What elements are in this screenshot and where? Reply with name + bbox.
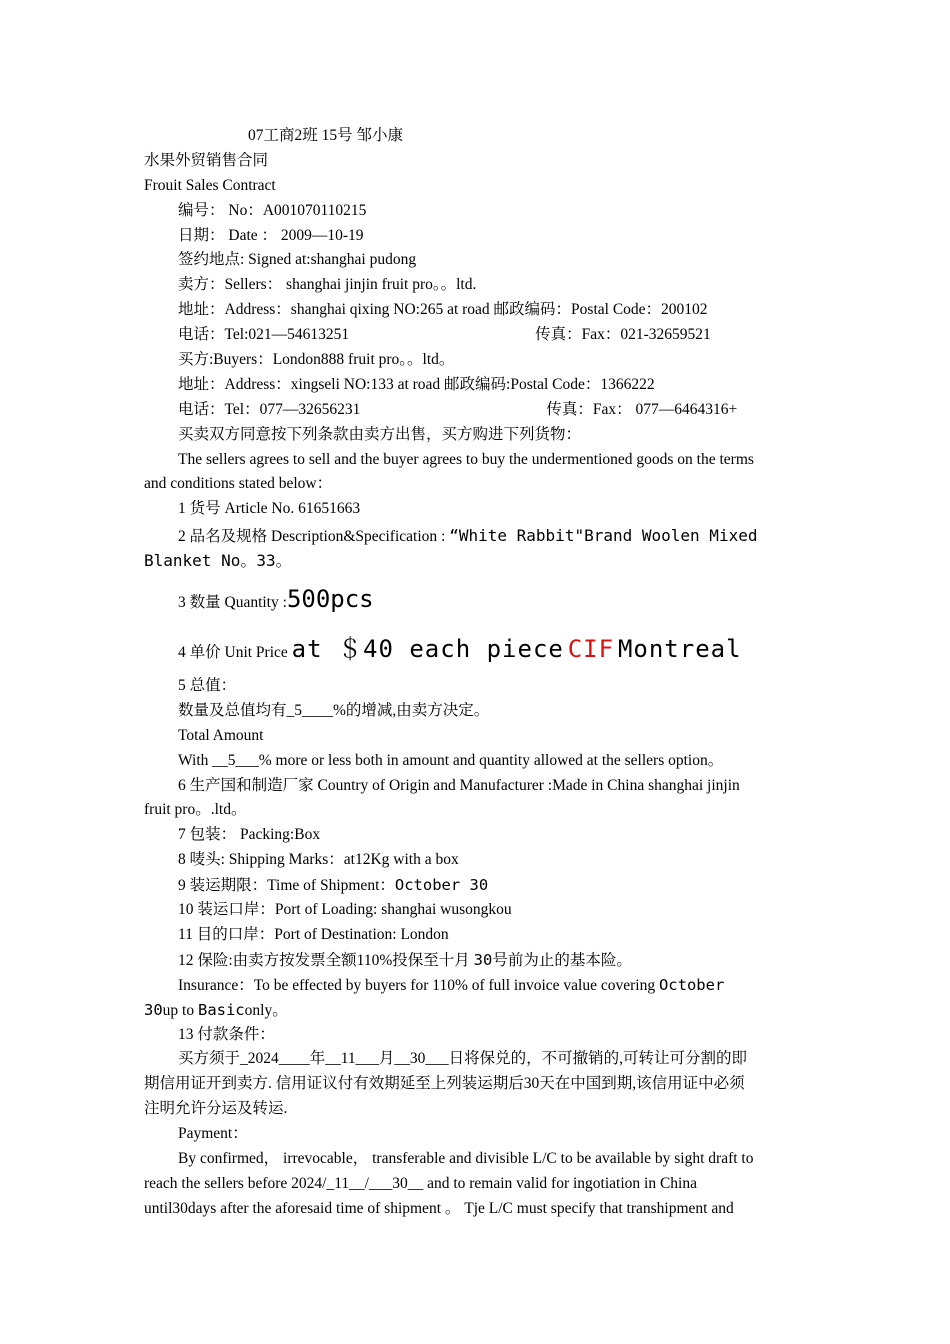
insurance-en-c: 30 [144, 1000, 163, 1019]
payment-en-label: Payment： [178, 1125, 248, 1143]
unit-price-destination: Montreal [617, 635, 742, 664]
item-packing: 7 包装： Packing:Box [178, 826, 321, 844]
buyer-address: 地址：Address：xingseli NO:133 at road 邮政编码:Postal Code：1366222 [178, 375, 655, 393]
payment-cn-line2: 期信用证开到卖方. 信用证议付有效期延至上列装运期后30天在中国到期,该信用证中必须 [144, 1075, 745, 1093]
item-article-no: 1 货号 Article No. 61651663 [178, 500, 361, 518]
payment-en-line3: until30days after the aforesaid time of shipment 。 Tje L/C must specify that transhipment and [144, 1199, 734, 1217]
item-shipping-marks: 8 唛头: Shipping Marks：at12Kg with a box [178, 851, 459, 869]
item-payment: 13 付款条件： [178, 1025, 275, 1043]
buyer-fax: 传真：Fax： 077—6464316+ [546, 400, 738, 418]
buyer-contact [144, 398, 806, 423]
insurance-en-f: only。 [244, 1001, 288, 1019]
insurance-en-b: October [658, 975, 725, 994]
unit-price-label: 4 单价 Unit Price [178, 644, 288, 662]
seller-fax: 传真：Fax：021-32659521 [535, 326, 711, 344]
total-cn: 数量及总值均有_5____%的增减,由卖方决定。 [178, 701, 490, 719]
item-description [144, 524, 806, 549]
contract-no: 编号： No：A001070110215 [178, 201, 367, 219]
insurance-en-line1 [144, 973, 806, 998]
contract-page [144, 124, 806, 1222]
title-en: Frouit Sales Contract [144, 176, 276, 194]
unit-price-value: at ＄40 each piece [291, 635, 564, 664]
signing-place: 签约地点: Signed at:shanghai pudong [178, 251, 417, 269]
insurance-en-line2 [144, 998, 806, 1023]
shipment-time-value: October 30 [394, 876, 489, 895]
item-shipment-time [144, 873, 806, 898]
total-en-label: Total Amount [178, 726, 264, 744]
item-total: 5 总值： [178, 677, 237, 695]
contract-date: 日期： Date ： 2009—10-19 [178, 226, 364, 244]
agreement-en-line2: and conditions stated below： [144, 475, 333, 493]
insurance-en-e: Basic [197, 1000, 245, 1019]
description-label: 2 品名及规格 Description&Specification : [178, 528, 446, 546]
insurance-en-d: up to [162, 1001, 198, 1019]
seller-tel: 电话：Tel:021—54613251 [178, 326, 350, 344]
description-value-cont: Blanket No。33。 [144, 551, 292, 571]
total-en: With __5___% more or less both in amount and quantity allowed at the sellers option。 [178, 751, 724, 769]
agreement-en-text1: The sellers agrees to sell and the buyer agrees to buy the undermentioned goods on the terms [178, 450, 754, 468]
title-cn: 水果外贸销售合同 [144, 151, 269, 169]
quantity-label: 3 数量 Quantity : [178, 594, 287, 612]
payment-en-line1: By confirmed， irrevocable， transferable and divisible L/C to be available by sight draft to [178, 1149, 754, 1167]
item-unit-price [144, 624, 806, 674]
quantity-value: 500pcs [286, 585, 374, 614]
seller-address: 地址：Address：shanghai qixing NO:265 at road 邮政编码：Postal Code：200102 [178, 301, 708, 319]
payment-cn-line3: 注明允许分运及转运. [144, 1100, 288, 1118]
item-port-destination: 11 目的口岸：Port of Destination: London [178, 925, 449, 943]
item-quantity [144, 574, 806, 624]
seller-contact [144, 323, 806, 348]
payment-cn-line1: 买方须于_2024____年__11___月__30___日将保兑的，不可撤销的,可转让可分割的即 [178, 1050, 748, 1068]
buyer-tel: 电话：Tel：077—32656231 [178, 400, 361, 418]
buyer-name: 买方:Buyers：London888 fruit pro。。ltd。 [178, 351, 455, 369]
agreement-cn: 买卖双方同意按下列条款由卖方出售，买方购进下列货物： [178, 425, 582, 443]
insurance-cn-a: 12 保险:由卖方按发票全额110%投保至十月 [178, 951, 474, 969]
shipment-time-label: 9 装运期限：Time of Shipment： [178, 877, 395, 895]
student-header: 07工商2班 15号 邹小康 [248, 127, 404, 144]
insurance-cn-b: 30 [473, 950, 493, 969]
unit-price-cif: CIF [567, 635, 615, 664]
item-origin: 6 生产国和制造厂家 Country of Origin and Manufacturer :Made in China shanghai jinjin [178, 776, 740, 794]
item-insurance-cn [144, 948, 806, 973]
description-value: “White Rabbit"Brand Woolen Mixed [449, 526, 758, 546]
insurance-en-a: Insurance：To be effected by buyers for 110% of full invoice value covering [178, 976, 659, 994]
payment-en-line2: reach the sellers before 2024/_11__/___30__ and to remain valid for ingotiation in China [144, 1174, 697, 1192]
item-origin-cont: fruit pro。.ltd。 [144, 801, 247, 819]
item-port-loading: 10 装运口岸：Port of Loading: shanghai wusongkou [178, 901, 512, 919]
agreement-en-line1 [144, 448, 806, 473]
seller-name: 卖方：Sellers： shanghai jinjin fruit pro。。ltd. [178, 276, 477, 294]
insurance-cn-c: 号前为止的基本险。 [492, 951, 632, 969]
